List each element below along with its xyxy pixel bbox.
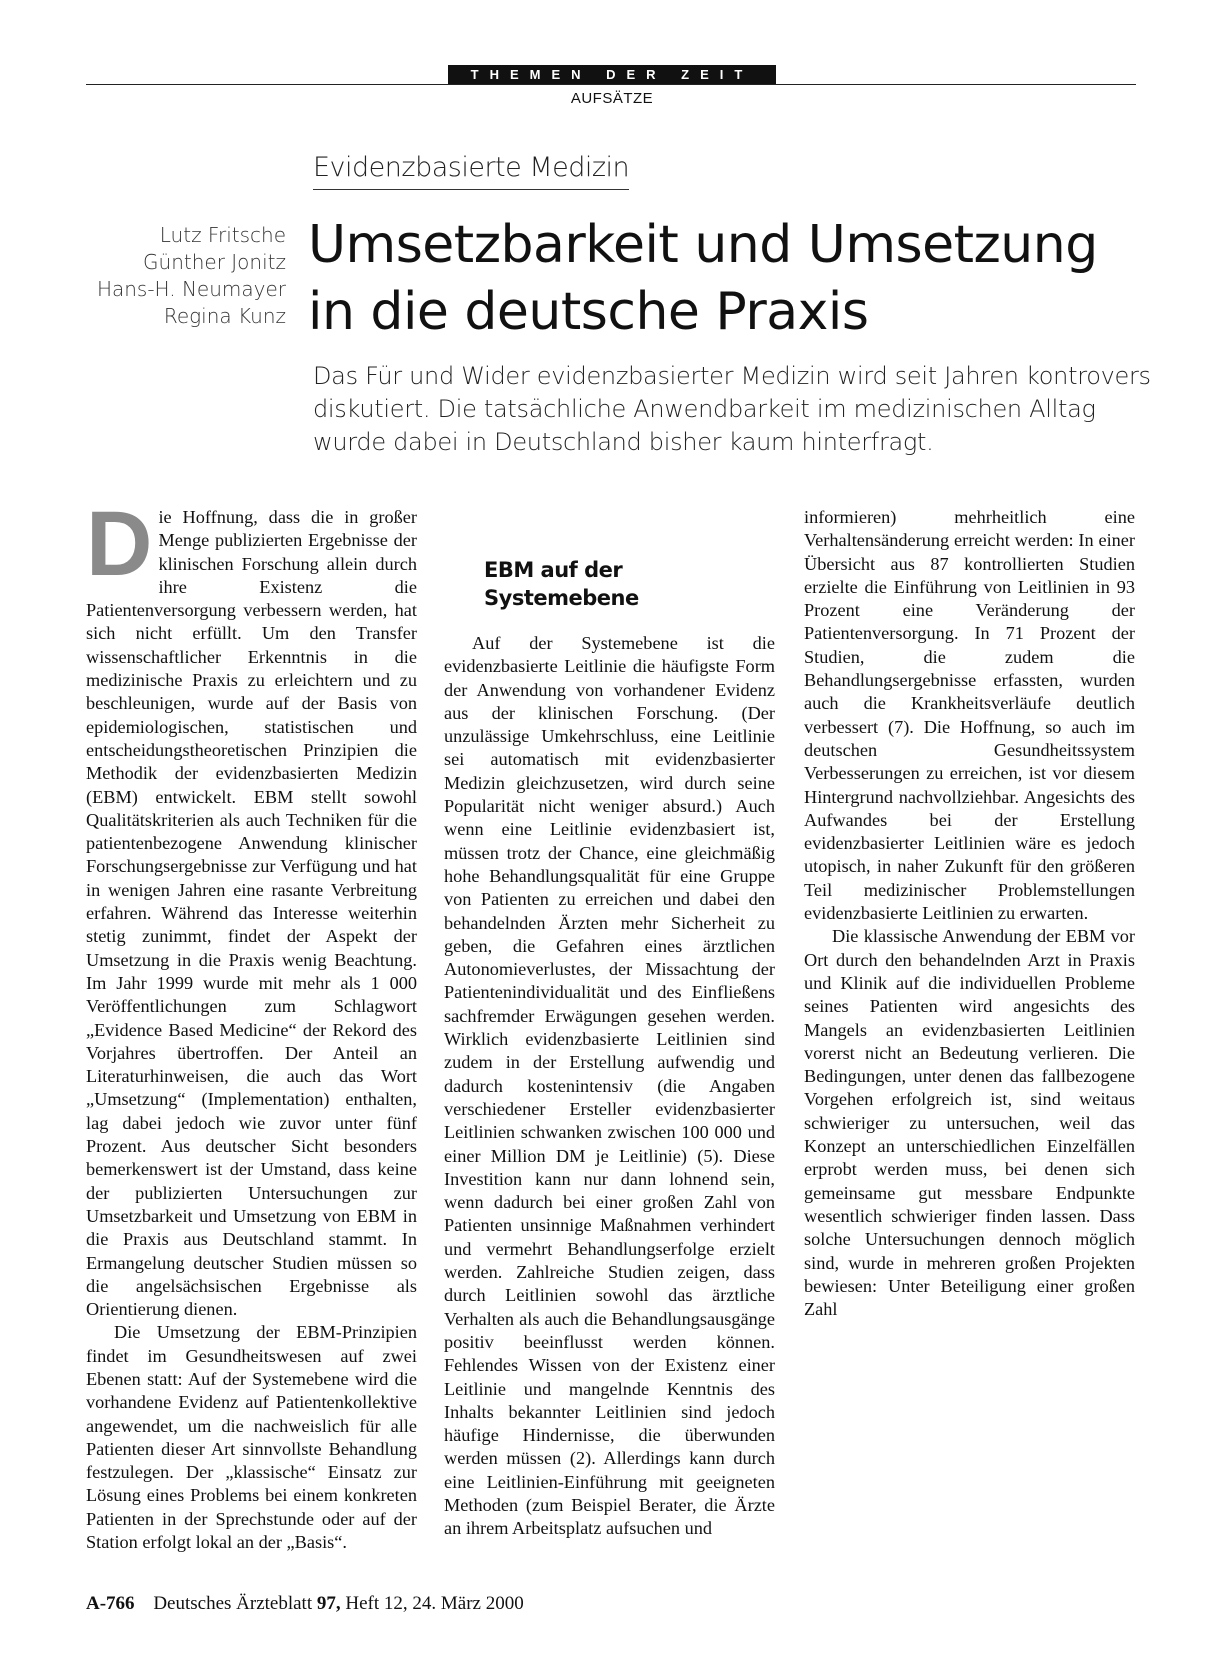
title-line-1: Umsetzbarkeit und Umsetzung <box>308 215 1098 275</box>
article-lead: Das Für und Wider evidenzbasierter Medizin wird seit Jahren kontrovers diskutiert. Die tatsächliche Anwendbarkeit im medizinischen Alltag wurde dabei in Deutschland bisher kaum hinterfragt. <box>313 362 1151 456</box>
subsection-label: AUFSÄTZE <box>570 90 654 107</box>
journal-name: Deutsches Ärzteblatt <box>153 1593 313 1614</box>
paragraph: Die Umsetzung der EBM-Prinzipien findet im Gesundheitswesen auf zwei Ebenen statt: Auf der Systemebene wird die vorhandene Evidenz auf Patientenkollektive angewendet, um die nachweislich für alle Patienten dieser Art sinnvollste Behandlung festzulegen. Der „klassische“ Einsatz zur Lösung eines Problems bei einem konkreten Patienten in der Sprechstunde oder auf der Station erfolgt lokal an der „Basis“. <box>86 1322 417 1553</box>
subheading <box>484 556 775 612</box>
page-footer <box>86 1593 524 1615</box>
paragraph <box>86 506 417 1321</box>
journal-issue: Heft 12, 24. März 2000 <box>345 1593 524 1614</box>
author-list <box>60 222 286 330</box>
article-title <box>308 212 1168 346</box>
author: Günther Jonitz <box>143 250 286 274</box>
author: Regina Kunz <box>163 304 286 328</box>
paragraph-text: ie Hoffnung, dass die in großer Menge publizierten Ergebnisse der klinischen Forschung allein durch ihre Existenz die Patientenversorgung verbessern werden, hat sich nicht erfüllt. Um den Transfer wissenschaftlicher Erkenntnis in die medizinische Praxis zu erleichtern und zu beschleunigen, wurde auf der Basis von epidemiologischen, statistischen und entscheidungstheoretischen Prinzipien die Methodik der evidenzbasierten Medizin (EBM) entwickelt. EBM stellt sowohl Qualitätskriterien als auch Techniken für die patientenbezogene Anwendung klinischer Forschungsergebnisse zur Verfügung und hat in wenigen Jahren eine rasante Verbreitung erfahren. Während das Interesse weiterhin stetig zunimmt, findet der Aspekt der Umsetzung in die Praxis wenig Beachtung. Im Jahr 1999 wurde mit mehr als 1 000 Veröffentlichungen zum Schlagwort „Evidence Based Medicine“ der Rekord des Vorjahres übertroffen. Der Anteil an Literaturhinweisen, die auch das Wort „Umsetzung“ (Implementation) enthalten, lag dabei jedoch wie zuvor unter fünf Prozent. Aus deutscher Sicht besonders bemerkenswert ist der Umstand, dass keine der publizierten Untersuchungen zur Umsetzbarkeit und Umsetzung von EBM in die Praxis aus Deutschland stammt. In Ermangelung deutscher Studien müssen so die angelsächsischen Ergebnisse als Orientierung dienen. <box>86 507 417 1320</box>
subheading-line-1: EBM auf der <box>484 558 623 582</box>
journal-volume: 97, <box>316 1593 341 1614</box>
page-number: A-766 <box>86 1593 135 1614</box>
paragraph: Auf der Systemebene ist die evidenzbasierte Leitlinie die häufigste Form der Anwendung von vorhandener Evidenz aus der klinischen Forschung. (Der unzulässige Umkehrschluss, eine Leitlinie sei automatisch mit evidenzbasierter Medizin gleichzusetzen, wird durch seine Popularität nicht weniger absurd.) Auch wenn eine Leitlinie evidenzbasiert ist, müssen trotz der Chance, eine gleichmäßig hohe Behandlungsqualität für eine Gruppe von Patienten zu erreichen und dabei den behandelnden Ärzten mehr Sicherheit zu geben, die Gefahren eines ärztlichen Autonomieverlustes, der Missachtung der Patientenindividualität und des Einfließens sachfremder Erwägungen gesehen werden. Wirklich evidenzbasierte Leitlinien sind zudem in der Erstellung aufwendig und dadurch kostenintensiv (die Angaben verschiedener Ersteller evidenzbasierter Leitlinien schwanken zwischen 100 000 und einer Million DM je Leitlinie) (5). Diese Investition kann nur dann lohnend sein, wenn dadurch bei einer großen Zahl von Patienten unsinnige Maßnahmen verhindert und vermehrt Behandlungserfolge erzielt werden. Zahlreiche Studien zeigen, dass durch Leitlinien sowohl das ärztliche Verhalten als auch die Behandlungsausgänge positiv beeinflusst werden können. Fehlendes Wissen von der Existenz einer Leitlinie und mangelnde Kenntnis des Inhalts bekannter Leitlinien sind jedoch häufige Hindernisse, die überwunden werden müssen (2). Allerdings kann durch eine Leitlinien-Einführung mit geeigneten Methoden (zum Beispiel Berater, die Ärzte an ihrem Arbeitsplatz aufsuchen und <box>444 633 775 1539</box>
article-kicker: Evidenzbasierte Medizin <box>313 152 629 190</box>
text-column-1 <box>86 506 417 1555</box>
section-label: THEMEN DER ZEIT <box>448 65 776 84</box>
paragraph-continued: informieren) mehrheitlich eine Verhaltensänderung erreicht werden: In einer Übersicht aus 87 kontrollierten Studien erzielte die Einführung von Leitlinien in 93 Prozent eine Veränderung der Patientenversorgung. In 71 Prozent der Studien, die zudem die Behandlungsergebnisse erfassten, wurden auch die Krankheitsverläufe deutlich verbessert (7). Die Hoffnung, so auch im deutschen Gesundheitssystem Verbesserungen zu erreichen, ist vor diesem Hintergrund nachvollziehbar. Angesichts des Aufwandes bei der Erstellung evidenzbasierter Leitlinien wäre es jedoch utopisch, in naher Zukunft für den größeren Teil medizinischer Problemstellungen evidenzbasierte Leitlinien zu erwarten. <box>804 507 1135 924</box>
paragraph: Die klassische Anwendung der EBM vor Ort durch den behandelnden Arzt in Praxis und Klinik auf die individuellen Probleme seines Patienten wird angesichts des Mangels an evidenzbasierten Leitlinien vorerst nicht an Bedeutung verlieren. Die Bedingungen, unter denen das fallbezogene Vorgehen erfolgreich ist, sind weitaus schwieriger zu untersuchen, weil das Konzept an unterschiedlichen Einzelfällen erprobt werden muss, bei denen sich gemeinsame gut messbare Endpunkte wesentlich schwieriger finden lassen. Dass solche Untersuchungen dennoch möglich sind, wurde in mehreren großen Projekten bewiesen: Unter Beteiligung einer großen Zahl <box>804 926 1135 1320</box>
header-rule <box>86 84 1136 85</box>
author: Hans-H. Neumayer <box>96 277 286 301</box>
author: Lutz Fritsche <box>159 223 286 247</box>
drop-cap: D <box>86 506 153 595</box>
text-column-3 <box>804 506 1135 1555</box>
title-line-2: in die deutsche Praxis <box>308 282 869 342</box>
text-column-2 <box>444 506 775 1555</box>
subheading-line-2: Systemebene <box>484 586 639 610</box>
